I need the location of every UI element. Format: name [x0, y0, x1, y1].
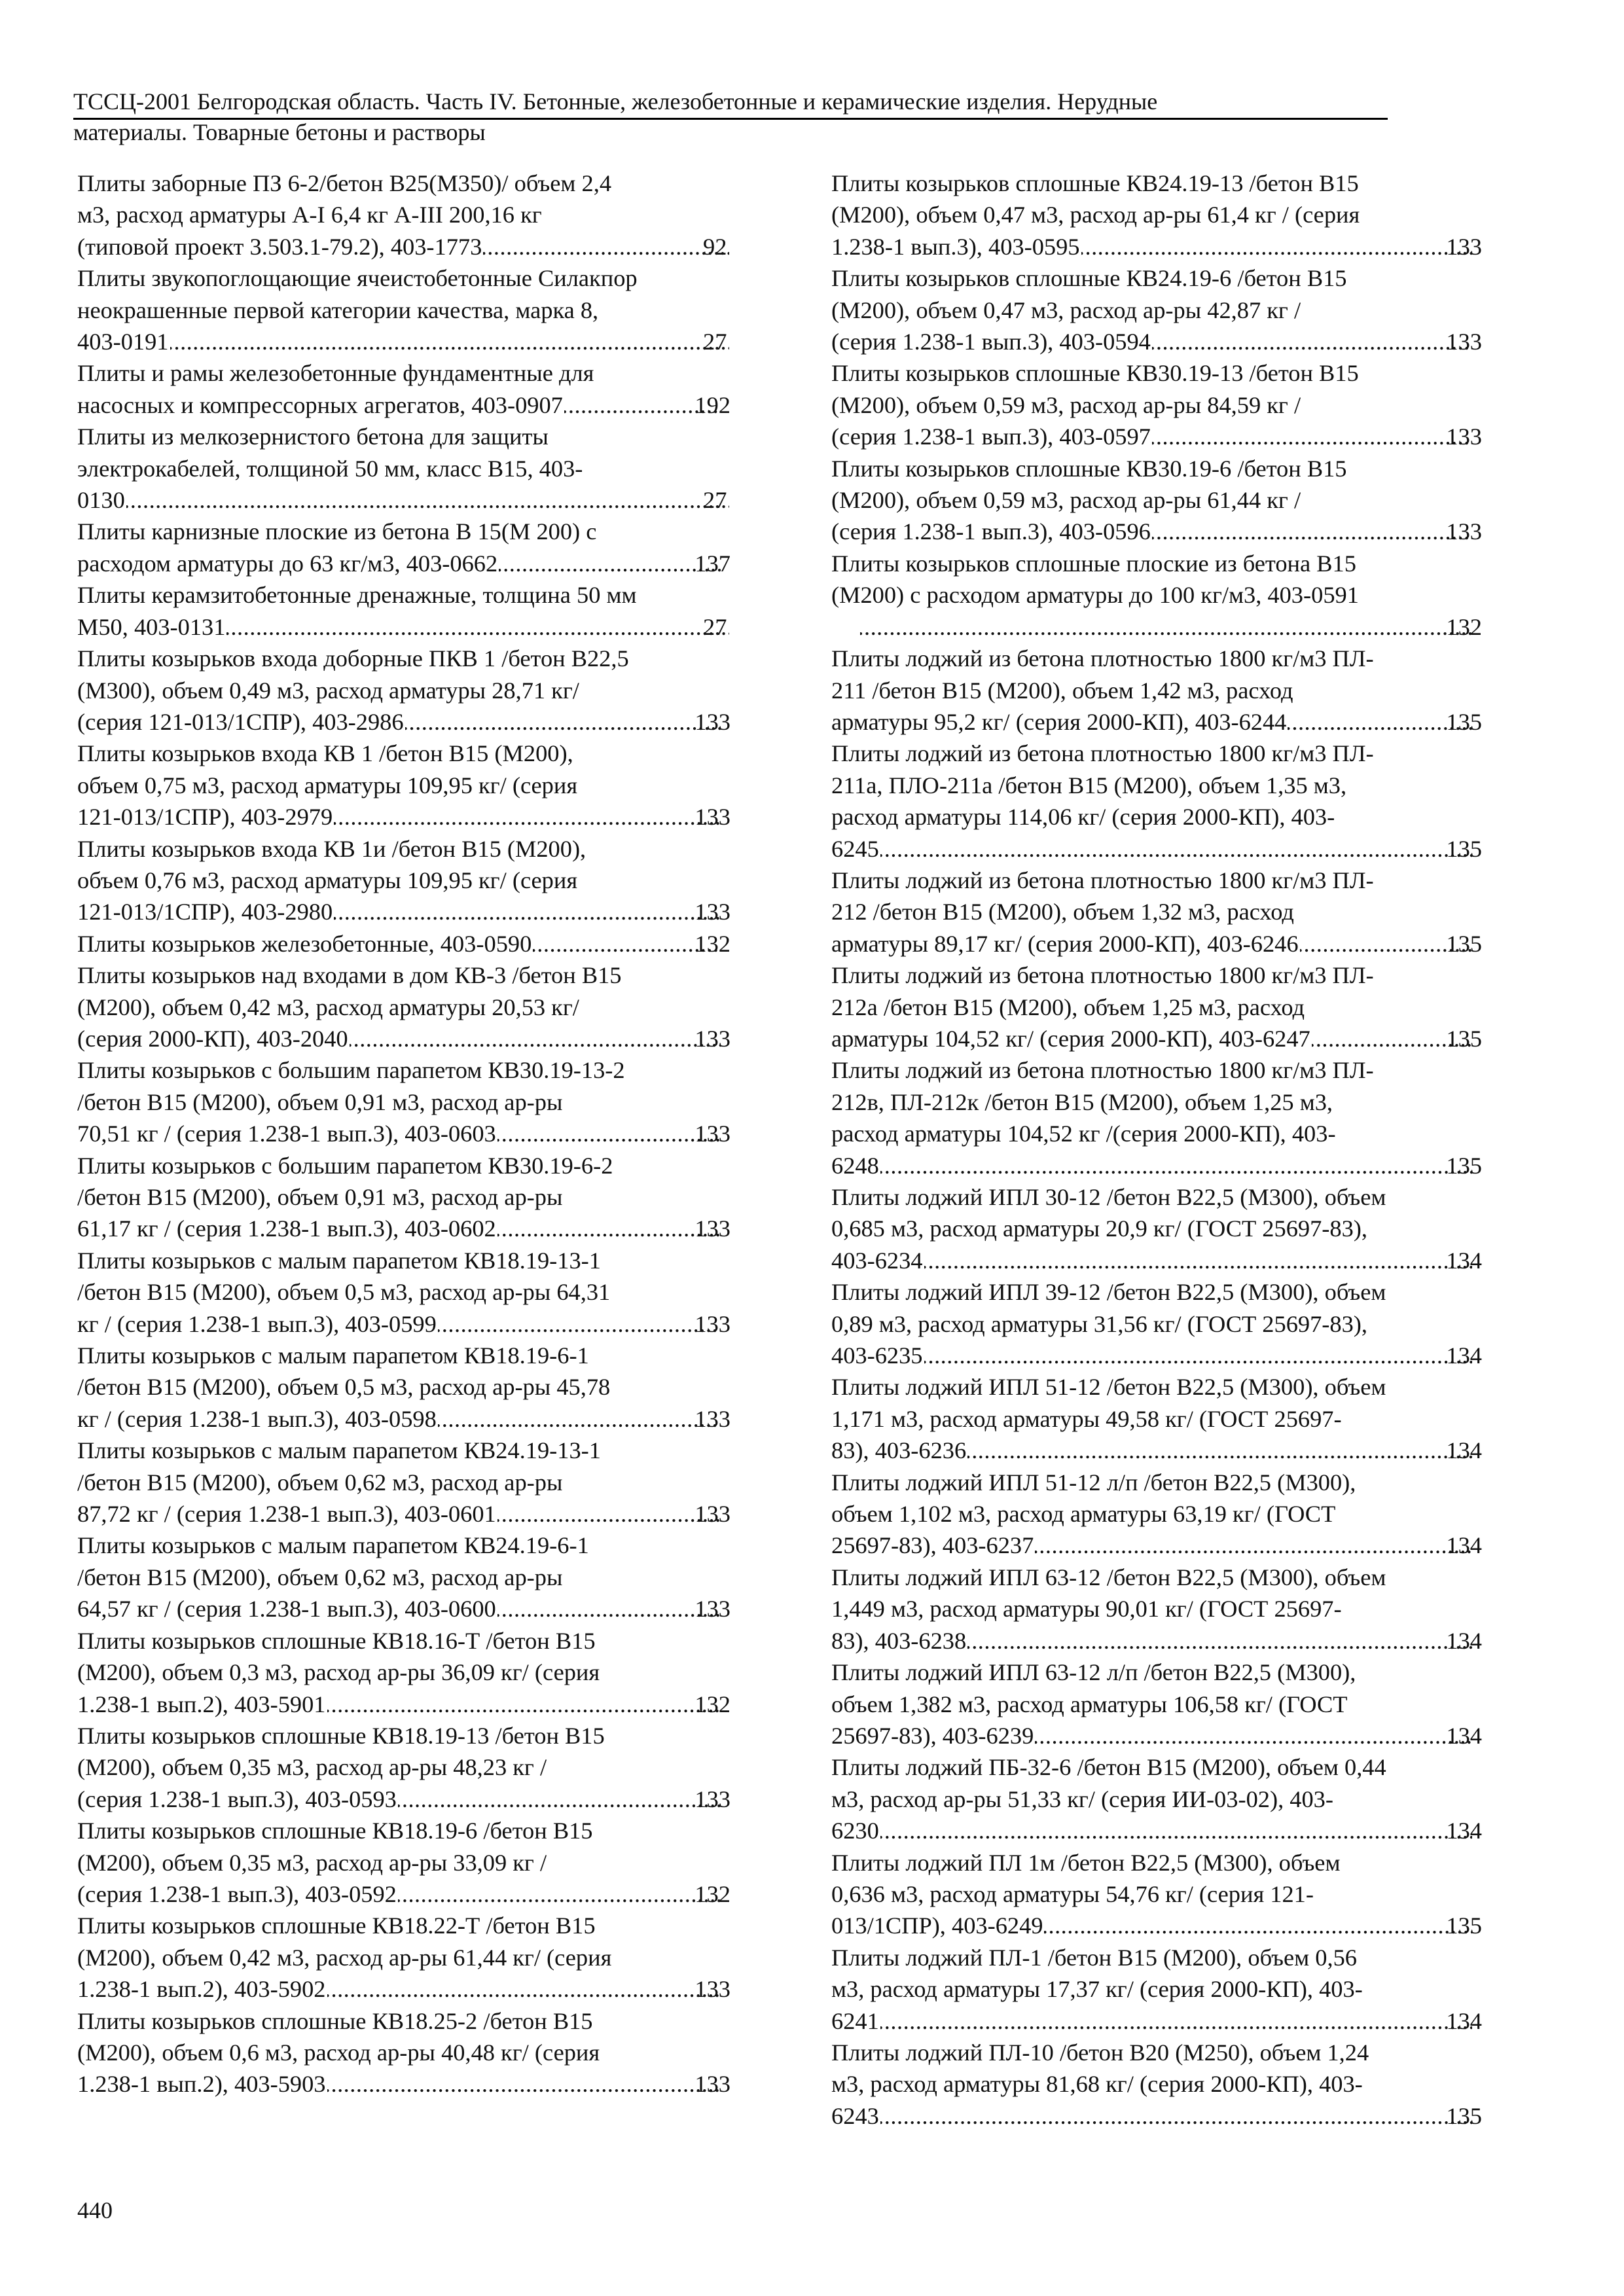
entry-text-line: 212 /бетон В15 (М200), объем 1,32 м3, расход — [831, 899, 1294, 925]
entry-text-line: объем 0,76 м3, расход арматуры 109,95 кг/ (серия — [77, 867, 578, 893]
dot-leader — [334, 896, 721, 927]
entry-page-number: 132 — [695, 1880, 731, 1907]
entry-text-tail: арматуры 89,17 кг/ (серия 2000-КП), 403-6246 — [831, 930, 1299, 957]
entry-page-number: 134 — [1446, 1437, 1482, 1464]
entry-page-number: 135 — [1446, 930, 1482, 957]
entry-page-number: 135 — [1446, 835, 1482, 862]
entry-last-line — [831, 1435, 1482, 1466]
index-entry — [77, 357, 731, 421]
entry-text-line: м3, расход арматуры А-I 6,4 кг А-III 200,16 кг — [77, 202, 542, 228]
entry-last-line — [77, 1308, 731, 1340]
entry-last-line — [77, 896, 731, 927]
entry-page-number: 134 — [1446, 1342, 1482, 1369]
entry-text-line: Плиты козырьков сплошные КВ18.25-2 /бетон В15 — [77, 2007, 593, 2034]
entry-text-tail: кг / (серия 1.238-1 вып.3), 403-0598 — [77, 1405, 437, 1432]
dot-leader — [327, 1973, 721, 2005]
entry-page-number: 135 — [1446, 708, 1482, 735]
entry-text-tail: 1.238-1 вып.2), 403-5902 — [77, 1976, 326, 2003]
entry-page-number: 134 — [1446, 1818, 1482, 1844]
index-entry — [77, 1530, 731, 1624]
entry-text-line: (М200), объем 0,35 м3, расход ар-ры 33,09 кг / — [77, 1849, 547, 1876]
entry-last-line — [77, 928, 731, 960]
entry-text-line: Плиты козырьков над входами в дом КВ-3 /бетон В15 — [77, 962, 622, 989]
entry-text-line: (М200), объем 0,3 м3, расход ар-ры 36,09 кг/ (серия — [77, 1659, 600, 1686]
dot-leader — [226, 611, 729, 643]
entry-text-line: Плиты козырьков с большим парапетом КВ30.19-6-2 — [77, 1152, 613, 1179]
entry-page-number: 134 — [1446, 1627, 1482, 1654]
entry-text-line: Плиты лоджий ПЛ-10 /бетон В20 (М250), объем 1,24 — [831, 2039, 1369, 2066]
entry-text-line: Плиты козырьков сплошные КВ24.19-13 /бетон В15 — [831, 170, 1359, 196]
entry-last-line — [831, 1910, 1482, 1941]
entry-last-line — [77, 1498, 731, 1530]
index-entry — [77, 1435, 731, 1530]
entry-text-line: Плиты козырьков с малым парапетом КВ18.19-13-1 — [77, 1247, 601, 1274]
entry-text-line: /бетон В15 (М200), объем 0,62 м3, расход ар-ры — [77, 1564, 563, 1590]
entry-text-line: Плиты лоджий из бетона плотностью 1800 кг/м3 ПЛ- — [831, 867, 1374, 893]
entry-last-line — [831, 2005, 1482, 2037]
dot-leader — [499, 548, 721, 579]
entry-text-line: 1,171 м3, расход арматуры 49,58 кг/ (ГОСТ 25697- — [831, 1405, 1342, 1432]
entry-text-line: неокрашенные первой категории качества, марка 8, — [77, 296, 599, 323]
entry-text-line: Плиты лоджий ИПЛ 51-12 л/п /бетон В22,5 (М300), — [831, 1469, 1356, 1496]
entry-text-tail: 1.238-1 вып.2), 403-5903 — [77, 2071, 326, 2098]
entry-text-tail: 83), 403-6238 — [831, 1627, 967, 1654]
entry-text-tail: 70,51 кг / (серия 1.238-1 вып.3), 403-0603 — [77, 1121, 496, 1147]
entry-page-number: 133 — [695, 1405, 731, 1432]
dot-leader — [350, 1023, 721, 1054]
page-number: 440 — [77, 2197, 113, 2223]
entry-text-tail: насосных и компрессорных агрегатов, 403-0907 — [77, 391, 563, 418]
entry-text-line: Плиты козырьков с малым парапетом КВ24.19-6-1 — [77, 1532, 589, 1559]
entry-text-line: Плиты козырьков входа доборные ПКВ 1 /бетон В22,5 — [77, 645, 629, 672]
dot-leader — [860, 611, 1472, 643]
entry-page-number: 132 — [695, 1691, 731, 1717]
entry-text-line: Плиты козырьков входа КВ 1и /бетон В15 (М200), — [77, 835, 586, 862]
entry-last-line: (типовой проект 3.503.1-79.2), 403-1773 ..... 92 — [105, 231, 731, 262]
dot-leader — [1152, 421, 1473, 452]
entry-last-line — [831, 1245, 1482, 1276]
entry-text-tail: расходом арматуры до 63 кг/м3, 403-0662 — [77, 550, 498, 577]
entry-text-tail: (серия 1.238-1 вып.3), 403-0596 — [831, 518, 1151, 545]
entry-page-number: 134 — [1446, 2007, 1482, 2034]
entry-last-line — [77, 1878, 731, 1910]
index-entry — [831, 738, 1482, 865]
entry-text-line: /бетон В15 (М200), объем 0,91 м3, расход ар-ры — [77, 1088, 563, 1115]
entry-text-tail: 6230 — [831, 1818, 879, 1844]
dot-leader — [483, 231, 729, 262]
entry-text-line: Плиты козырьков с малым парапетом КВ24.19-13-1 — [77, 1437, 601, 1464]
entry-text-line: электрокабелей, толщиной 50 мм, класс В15, 403- — [77, 455, 583, 482]
entry-last-line — [831, 1625, 1482, 1657]
header-line-1: ТССЦ-2001 Белгородская область. Часть IV. Бетонные, железобетонные и керамические изделия. Нерудные — [73, 88, 1158, 115]
entry-text-tail: 83), 403-6236 — [831, 1437, 967, 1464]
entry-page-number: 133 — [695, 708, 731, 735]
index-entry — [77, 643, 731, 738]
entry-page-number: 137 — [695, 550, 731, 577]
entry-page-number: 133 — [695, 1785, 731, 1812]
entry-last-line — [77, 1784, 731, 1815]
entry-text-tail: (серия 1.238-1 вып.3), 403-0594 — [831, 329, 1151, 355]
entry-last-line — [831, 421, 1482, 452]
index-entry — [831, 453, 1482, 548]
entry-text-line: (М200) с расходом арматуры до 100 кг/м3, 403-0591 — [831, 582, 1359, 609]
entry-last-line — [77, 1593, 731, 1624]
dot-leader — [924, 1340, 1473, 1371]
entry-last-line: 0130 ..... 27 — [105, 484, 731, 516]
dot-leader — [880, 1150, 1473, 1181]
entry-page-number: 133 — [1446, 423, 1482, 450]
entry-text-line: Плиты козырьков сплошные плоские из бетона В15 — [831, 550, 1356, 577]
dot-leader — [497, 1498, 721, 1530]
entry-text-tail: 403-6235 — [831, 1342, 923, 1369]
entry-text-tail: (серия 1.238-1 вып.3), 403-0593 — [77, 1785, 397, 1812]
header-divider — [73, 118, 1388, 120]
entry-page-number: 135 — [1446, 2102, 1482, 2129]
entry-last-line — [831, 1815, 1482, 1846]
index-entry — [831, 168, 1482, 262]
index-entry — [831, 1942, 1482, 2037]
entry-page-number: 133 — [695, 804, 731, 831]
entry-page-number: 133 — [695, 1215, 731, 1242]
entry-last-line — [831, 326, 1482, 357]
entry-text-line: 211а, ПЛО-211а /бетон В15 (М200), объем 1,35 м3, — [831, 772, 1347, 798]
entry-text-line: Плиты лоджий из бетона плотностью 1800 кг/м3 ПЛ- — [831, 645, 1374, 672]
dot-leader — [497, 1213, 721, 1244]
dot-leader — [967, 1625, 1472, 1657]
entry-text-line: /бетон В15 (М200), объем 0,5 м3, расход ар-ры 45,78 — [77, 1374, 611, 1401]
entry-last-line: М50, 403-0131 ..... 27 — [105, 611, 731, 643]
entry-text-line: 0,89 м3, расход арматуры 31,56 кг/ (ГОСТ 25697-83), — [831, 1310, 1368, 1337]
entry-text-line: расход арматуры 104,52 кг /(серия 2000-КП), 403- — [831, 1121, 1336, 1147]
dot-leader — [533, 928, 721, 960]
entry-text-line: (М200), объем 0,59 м3, расход ар-ры 84,59 кг / — [831, 391, 1301, 418]
dot-leader — [405, 706, 721, 738]
entry-text-line: Плиты лоджий ПЛ-1 /бетон В15 (М200), объем 0,56 — [831, 1944, 1357, 1971]
entry-text-line: Плиты лоджий ИПЛ 63-12 л/п /бетон В22,5 (М300), — [831, 1659, 1356, 1686]
entry-text-line: 0,685 м3, расход арматуры 20,9 кг/ (ГОСТ 25697-83), — [831, 1215, 1368, 1242]
index-entry — [77, 421, 731, 516]
entry-text-line: Плиты козырьков сплошные КВ18.19-13 /бетон В15 — [77, 1722, 605, 1749]
entry-text-tail: 1.238-1 вып.2), 403-5901 — [77, 1691, 326, 1717]
index-entry — [77, 1720, 731, 1815]
dot-leader — [967, 1435, 1472, 1466]
entry-page-number: 192 — [695, 391, 731, 418]
index-entry — [831, 1276, 1482, 1371]
index-entry — [831, 1562, 1482, 1657]
entry-last-line — [831, 1720, 1482, 1751]
index-entry — [831, 643, 1482, 738]
index-entry — [77, 738, 731, 833]
entry-page-number: 133 — [695, 2071, 731, 2098]
entry-text-line: /бетон В15 (М200), объем 0,62 м3, расход ар-ры — [77, 1469, 563, 1496]
entry-text-tail: 61,17 кг / (серия 1.238-1 вып.3), 403-0602 — [77, 1215, 496, 1242]
entry-text-line: расход арматуры 114,06 кг/ (серия 2000-КП), 403- — [831, 804, 1335, 831]
index-entry — [77, 928, 731, 960]
entry-text-line: Плиты и рамы железобетонные фундаментные для — [77, 360, 594, 387]
index-entry — [77, 1054, 731, 1149]
entry-text-tail: 121-013/1СПР), 403-2980 — [77, 899, 333, 925]
entry-text-line: Плиты козырьков сплошные КВ18.19-6 /бетон В15 — [77, 1818, 593, 1844]
dot-leader — [497, 1118, 721, 1149]
index-entry — [831, 1847, 1482, 1942]
entry-text-line: Плиты лоджий из бетона плотностью 1800 кг/м3 ПЛ- — [831, 1057, 1374, 1084]
entry-text-line: Плиты звукопоглощающие ячеистобетонные Силакпор — [77, 265, 638, 292]
entry-last-line — [831, 1150, 1482, 1181]
dot-leader — [497, 1593, 721, 1624]
dot-leader — [1081, 231, 1473, 262]
entry-last-line — [831, 1340, 1482, 1371]
entry-text-line: Плиты лоджий ИПЛ 30-12 /бетон В22,5 (М300), объем — [831, 1184, 1386, 1210]
index-entry — [831, 2037, 1482, 2132]
entry-text-line: (М200), объем 0,42 м3, расход арматуры 20,53 кг/ — [77, 994, 579, 1020]
entry-text-line: (М300), объем 0,49 м3, расход арматуры 28,71 кг/ — [77, 677, 579, 704]
running-header — [73, 86, 1388, 148]
dot-leader — [1044, 1910, 1472, 1941]
entry-text-line: Плиты лоджий ИПЛ 51-12 /бетон В22,5 (М300), объем — [831, 1374, 1386, 1401]
entry-text-line: Плиты из мелкозернистого бетона для защиты — [77, 423, 549, 450]
entry-page-number: 134 — [1446, 1247, 1482, 1274]
entry-last-line — [831, 516, 1482, 547]
entry-text-tail: (серия 1.238-1 вып.3), 403-0597 — [831, 423, 1151, 450]
index-entry — [77, 168, 731, 262]
index-entry — [831, 1181, 1482, 1276]
entry-text-tail: 6245 — [831, 835, 879, 862]
entry-page-number: 133 — [695, 1976, 731, 2003]
entry-text-line: (М200), объем 0,47 м3, расход ар-ры 61,4 кг / (серия — [831, 202, 1360, 228]
entry-text-line: Плиты лоджий ИПЛ 63-12 /бетон В22,5 (М300), объем — [831, 1564, 1386, 1590]
entry-text-line: Плиты козырьков сплошные КВ18.16-Т /бетон В15 — [77, 1627, 596, 1654]
entry-last-line: 403-0191 ..... 27 — [105, 326, 731, 357]
index-entry — [77, 1245, 731, 1340]
entry-last-line — [77, 1213, 731, 1244]
entry-last-line — [77, 801, 731, 833]
entry-text-tail: арматуры 95,2 кг/ (серия 2000-КП), 403-6244 — [831, 708, 1287, 735]
entry-text-line: (М200), объем 0,42 м3, расход ар-ры 61,44 кг/ (серия — [77, 1944, 612, 1971]
entry-last-line — [77, 2068, 731, 2100]
index-entry — [831, 960, 1482, 1054]
index-entry — [77, 516, 731, 579]
index-entry — [77, 1150, 731, 1245]
entry-text-line: объем 1,382 м3, расход арматуры 106,58 кг/ (ГОСТ — [831, 1691, 1348, 1717]
entry-text-line: /бетон В15 (М200), объем 0,91 м3, расход ар-ры — [77, 1184, 563, 1210]
entry-text-tail: 25697-83), 403-6239 — [831, 1722, 1034, 1749]
index-entry — [831, 1371, 1482, 1466]
entry-page-number: 135 — [1446, 1152, 1482, 1179]
dot-leader — [880, 1815, 1473, 1846]
entry-page-number: 132 — [1446, 613, 1482, 640]
entry-text-tail: 0130 — [77, 487, 125, 514]
index-entry — [831, 1467, 1482, 1562]
entry-text-tail: 64,57 кг / (серия 1.238-1 вып.3), 403-0600 — [77, 1596, 496, 1623]
entry-text-line: (М200), объем 0,59 м3, расход ар-ры 61,44 кг / — [831, 487, 1301, 514]
entry-text-tail: М50, 403-0131 — [77, 613, 226, 640]
entry-last-line — [77, 706, 731, 738]
entry-text-tail: 013/1СПР), 403-6249 — [831, 1912, 1043, 1939]
entry-text-line: 1,449 м3, расход арматуры 90,01 кг/ (ГОСТ 25697- — [831, 1596, 1342, 1623]
entry-text-tail: (серия 2000-КП), 403-2040 — [77, 1025, 348, 1052]
entry-text-tail: 1.238-1 вып.3), 403-0595 — [831, 233, 1080, 260]
index-entry — [77, 262, 731, 357]
dot-leader — [1035, 1720, 1472, 1751]
index-entry — [831, 357, 1482, 452]
dot-leader — [924, 1245, 1473, 1276]
index-column-right — [831, 168, 1482, 2132]
entry-last-line — [77, 1973, 731, 2005]
entry-last-line — [77, 548, 731, 579]
entry-last-line — [831, 928, 1482, 960]
entry-text-line: Плиты козырьков сплошные КВ30.19-13 /бетон В15 — [831, 360, 1359, 387]
entry-text-line: Плиты козырьков сплошные КВ18.22-Т /бетон В15 — [77, 1912, 596, 1939]
dot-leader — [1152, 326, 1473, 357]
index-entry — [831, 1054, 1482, 1181]
entry-text-tail: арматуры 104,52 кг/ (серия 2000-КП), 403-6247 — [831, 1025, 1310, 1052]
entry-text-tail: 6241 — [831, 2007, 879, 2034]
dot-leader — [438, 1308, 721, 1340]
entry-text-tail: 25697-83), 403-6237 — [831, 1532, 1034, 1559]
entry-last-line — [831, 2100, 1482, 2132]
entry-text-line: 211 /бетон В15 (М200), объем 1,42 м3, расход — [831, 677, 1293, 704]
entry-text-line: Плиты заборные ПЗ 6-2/бетон В25(М350)/ объем 2,4 — [77, 170, 612, 196]
entry-page-number: 133 — [695, 1501, 731, 1528]
entry-last-line — [77, 389, 731, 421]
entry-page-number: 135 — [1446, 1025, 1482, 1052]
entry-page-number: 132 — [695, 930, 731, 957]
entry-text-line: 0,636 м3, расход арматуры 54,76 кг/ (серия 121- — [831, 1880, 1314, 1907]
entry-text-tail: 403-0191 — [77, 329, 169, 355]
index-entry — [77, 579, 731, 643]
entry-page-number: 134 — [1446, 1532, 1482, 1559]
dot-leader — [880, 833, 1473, 865]
entry-text-tail: 87,72 кг / (серия 1.238-1 вып.3), 403-0601 — [77, 1501, 496, 1528]
entry-text-line: Плиты лоджий ПЛ 1м /бетон В22,5 (М300), объем — [831, 1849, 1341, 1876]
entry-last-line — [831, 231, 1482, 262]
entry-page-number: 133 — [1446, 518, 1482, 545]
index-entry — [77, 2005, 731, 2100]
entry-page-number: 133 — [695, 899, 731, 925]
entry-text-line: (М200), объем 0,6 м3, расход ар-ры 40,48 кг/ (серия — [77, 2039, 600, 2066]
entry-last-line — [831, 1530, 1482, 1561]
entry-text-line: Плиты козырьков с малым парапетом КВ18.19-6-1 — [77, 1342, 589, 1369]
entry-text-line: (М200), объем 0,47 м3, расход ар-ры 42,87 кг / — [831, 296, 1301, 323]
dot-leader — [327, 1689, 721, 1720]
entry-text-tail: (типовой проект 3.503.1-79.2), 403-1773 — [77, 233, 482, 260]
index-entry — [831, 262, 1482, 357]
dot-leader — [1288, 706, 1472, 738]
dot-leader — [1152, 516, 1473, 547]
entry-text-tail: 121-013/1СПР), 403-2979 — [77, 804, 333, 831]
entry-text-line: 212а /бетон В15 (М200), объем 1,25 м3, расход — [831, 994, 1305, 1020]
index-entry — [831, 548, 1482, 643]
dot-leader — [880, 2100, 1473, 2132]
entry-text-line: (М200), объем 0,35 м3, расход ар-ры 48,23 кг / — [77, 1754, 547, 1781]
dot-leader — [327, 2068, 721, 2100]
entry-last-line — [77, 1689, 731, 1720]
index-entry — [831, 1751, 1482, 1846]
entry-text-line: Плиты козырьков входа КВ 1 /бетон В15 (М200), — [77, 740, 573, 767]
entry-last-line — [831, 706, 1482, 738]
entry-text-tail: кг / (серия 1.238-1 вып.3), 403-0599 — [77, 1310, 437, 1337]
entry-text-tail: 403-6234 — [831, 1247, 923, 1274]
entry-last-line — [859, 611, 1482, 643]
entry-text-line: Плиты козырьков сплошные КВ30.19-6 /бетон В15 — [831, 455, 1347, 482]
entry-text-line: м3, расход арматуры 81,68 кг/ (серия 2000-КП), 403- — [831, 2071, 1363, 2098]
entry-page-number: 135 — [1446, 1912, 1482, 1939]
entry-text-line: м3, расход ар-ры 51,33 кг/ (серия ИИ-03-02), 403- — [831, 1785, 1333, 1812]
entry-text-line: объем 1,102 м3, расход арматуры 63,19 кг/ (ГОСТ — [831, 1501, 1336, 1528]
entry-page-number: 133 — [695, 1310, 731, 1337]
entry-text-line: м3, расход арматуры 17,37 кг/ (серия 2000-КП), 403- — [831, 1976, 1363, 2003]
entry-text-line: Плиты керамзитобетонные дренажные, толщина 50 мм — [77, 582, 637, 609]
entry-text-tail: (серия 1.238-1 вып.3), 403-0592 — [77, 1880, 397, 1907]
entry-last-line — [831, 1023, 1482, 1054]
index-entry — [77, 1815, 731, 1910]
entry-last-line — [77, 1023, 731, 1054]
entry-page-number: 133 — [695, 1121, 731, 1147]
index-entry — [831, 1657, 1482, 1751]
index-entry — [77, 960, 731, 1054]
entry-page-number: 134 — [1446, 1722, 1482, 1749]
entry-last-line — [77, 1403, 731, 1435]
dot-leader — [398, 1878, 721, 1910]
entry-text-line: Плиты карнизные плоские из бетона В 15(М 200) с — [77, 518, 597, 545]
index-entry — [831, 865, 1482, 960]
header-line-2: материалы. Товарные бетоны и растворы — [73, 119, 486, 145]
index-entry — [77, 1910, 731, 2005]
entry-page-number: 133 — [1446, 233, 1482, 260]
dot-leader — [438, 1403, 721, 1435]
entry-text-line: Плиты козырьков сплошные КВ24.19-6 /бетон В15 — [831, 265, 1347, 292]
dot-leader — [170, 326, 730, 357]
entry-text-line: Плиты лоджий ПБ-32-6 /бетон В15 (М200), объем 0,44 — [831, 1754, 1386, 1781]
index-entry — [77, 1625, 731, 1720]
entry-text-line: Плиты лоджий ИПЛ 39-12 /бетон В22,5 (М300), объем — [831, 1279, 1386, 1306]
entry-page-number: 133 — [695, 1025, 731, 1052]
entry-page-number: 133 — [695, 1596, 731, 1623]
entry-text-line: Плиты лоджий из бетона плотностью 1800 кг/м3 ПЛ- — [831, 962, 1374, 989]
entry-text-tail: 6248 — [831, 1152, 879, 1179]
entry-text-line: объем 0,75 м3, расход арматуры 109,95 кг/ (серия — [77, 772, 578, 798]
entry-text-tail: 6243 — [831, 2102, 879, 2129]
entry-text-line: Плиты козырьков с большим парапетом КВ30.19-13-2 — [77, 1057, 625, 1084]
entry-text-tail: Плиты козырьков железобетонные, 403-0590 — [77, 930, 532, 957]
entry-last-line — [831, 833, 1482, 865]
entry-text-line: /бетон В15 (М200), объем 0,5 м3, расход ар-ры 64,31 — [77, 1279, 611, 1306]
dot-leader — [126, 484, 729, 516]
entry-text-line: 212в, ПЛ-212к /бетон В15 (М200), объем 1,25 м3, — [831, 1088, 1333, 1115]
index-column-left — [77, 168, 731, 2100]
entry-text-tail: (серия 121-013/1СПР), 403-2986 — [77, 708, 404, 735]
dot-leader — [880, 2005, 1473, 2037]
entry-page-number: 133 — [1446, 329, 1482, 355]
index-entry — [77, 833, 731, 928]
dot-leader — [334, 801, 721, 833]
entry-text-line: Плиты лоджий из бетона плотностью 1800 кг/м3 ПЛ- — [831, 740, 1374, 767]
dot-leader — [1035, 1530, 1472, 1561]
dot-leader — [398, 1784, 721, 1815]
index-entry — [77, 1340, 731, 1435]
entry-last-line — [77, 1118, 731, 1149]
